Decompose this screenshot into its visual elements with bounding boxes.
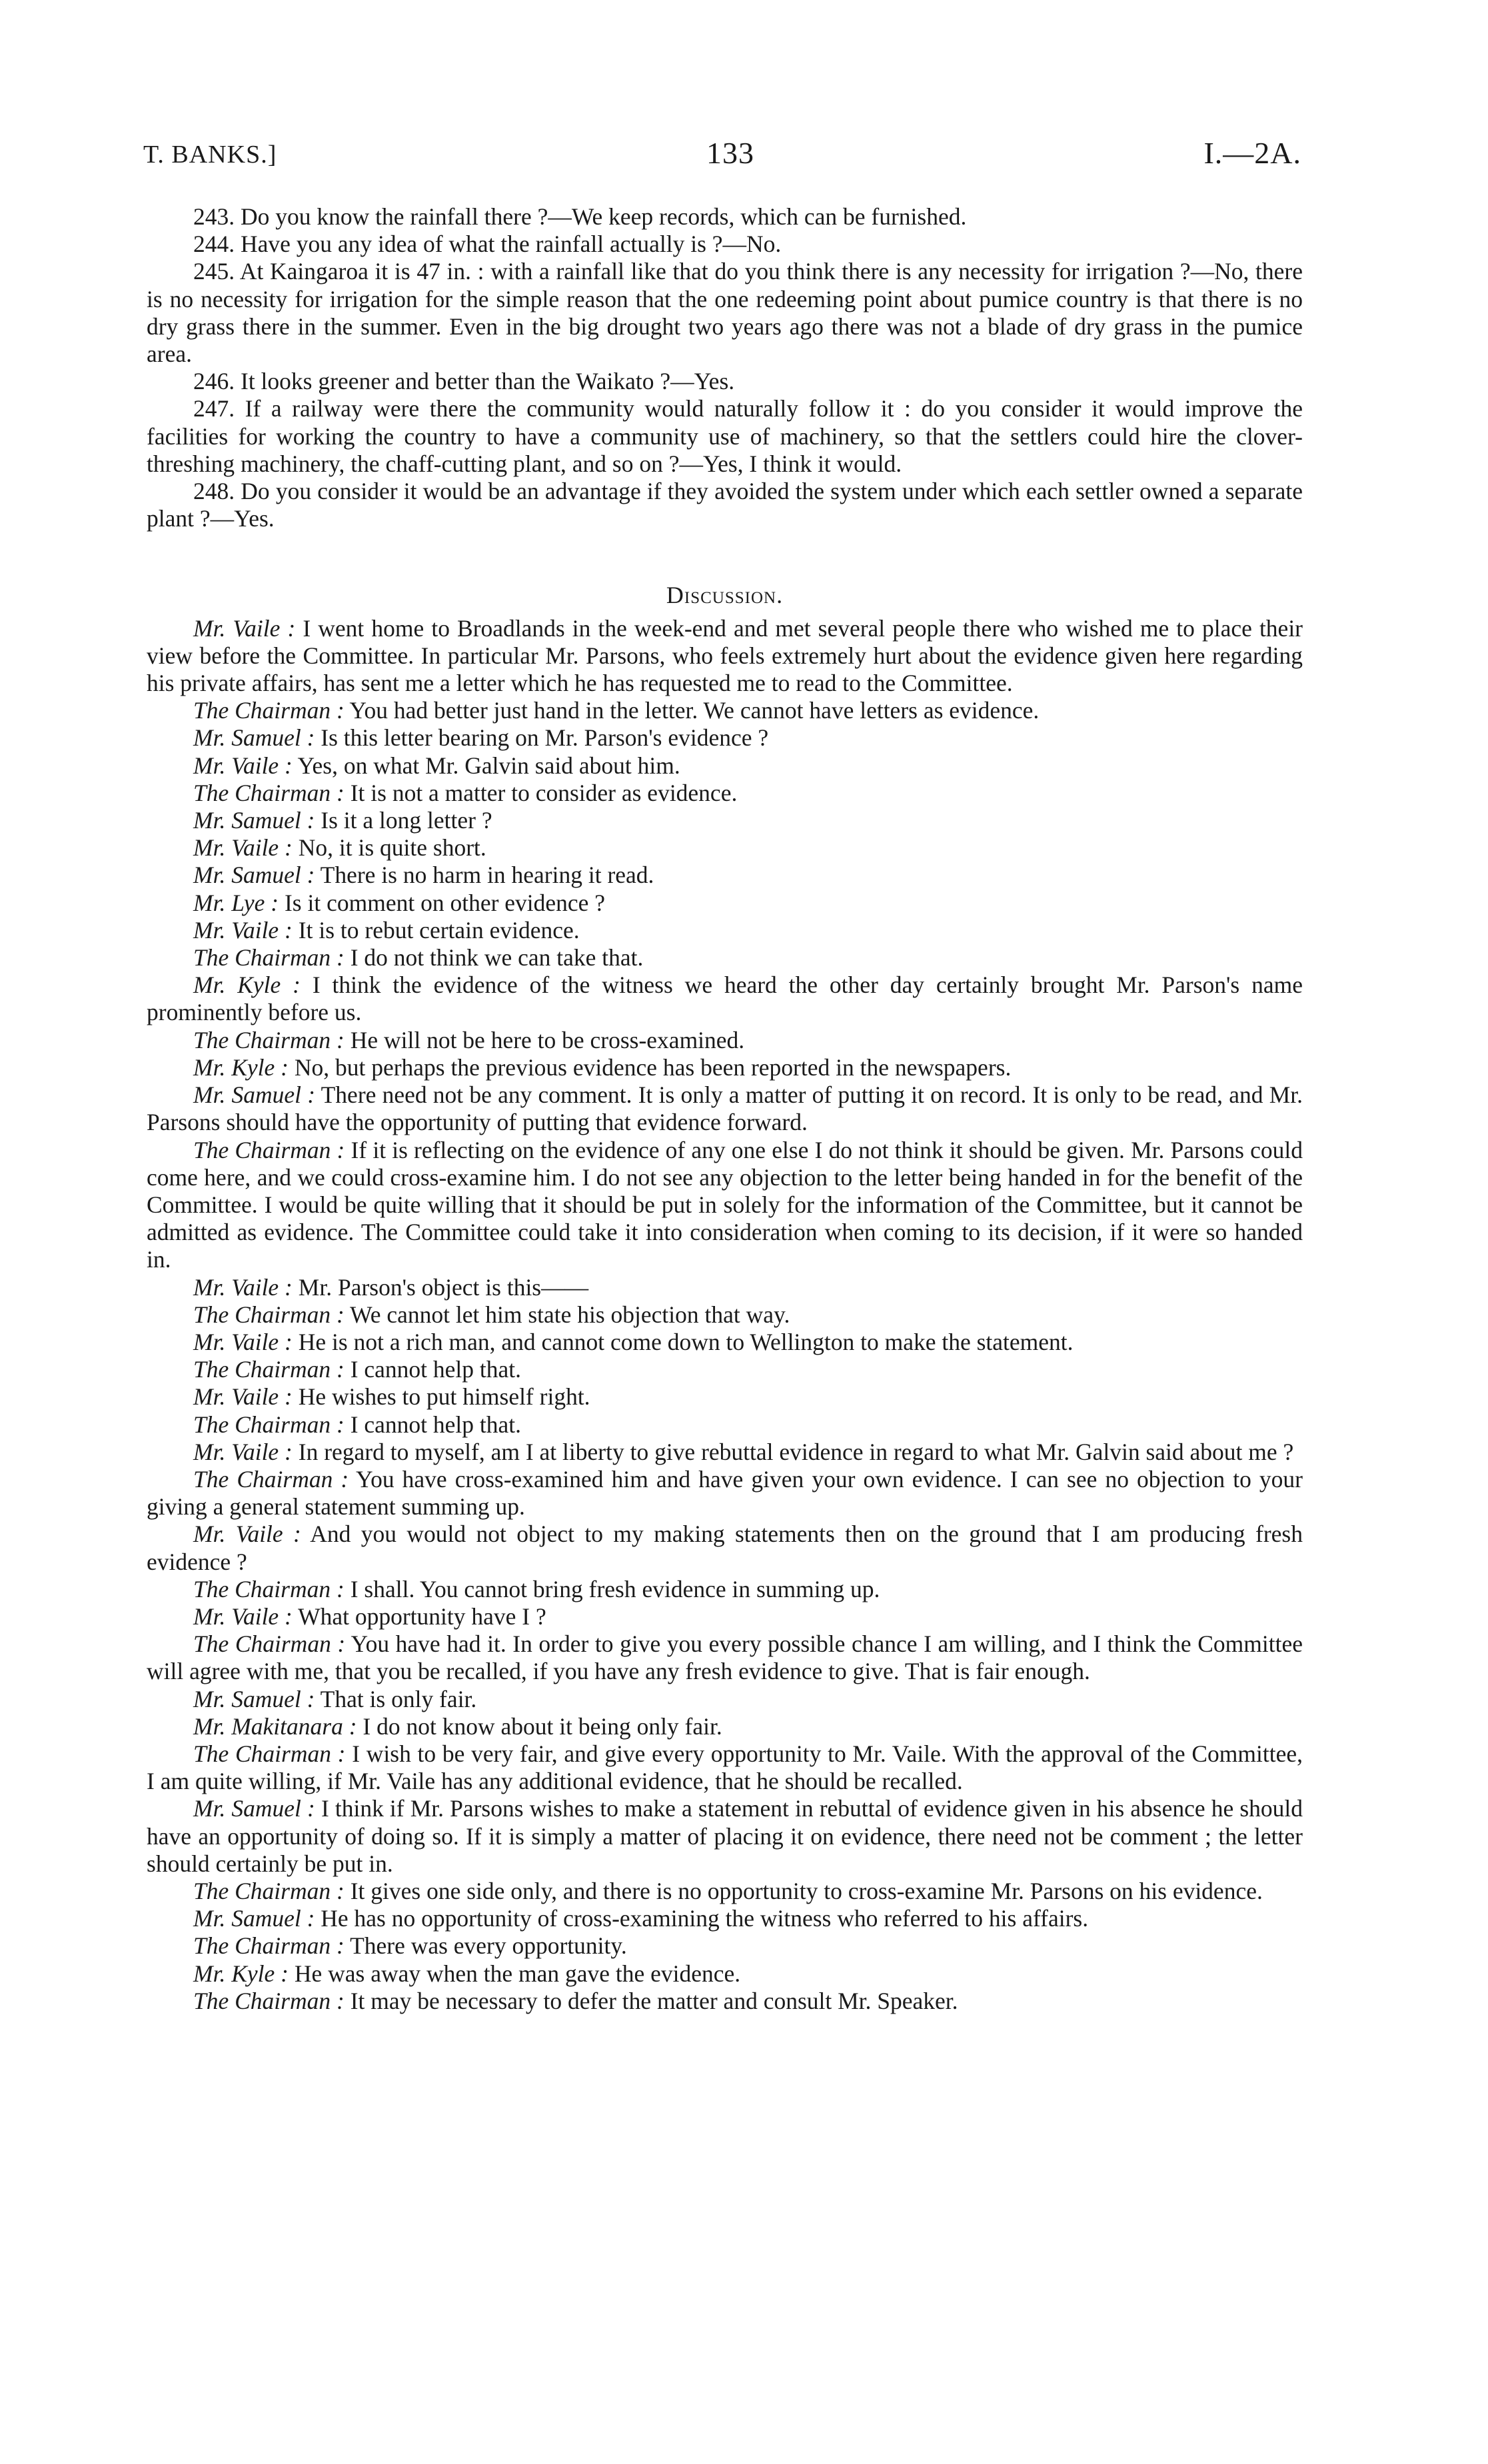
speech-text: And you would not object to my making statements then on the ground that I am producing fresh evidence ?	[147, 1521, 1303, 1575]
speech-text: I think if Mr. Parsons wishes to make a statement in rebuttal of evidence given in his absence he should have an opportunity of doing so. If it is simply a matter of placing it on evidence, there need not be comment ; the letter should certainly be put in.	[147, 1795, 1303, 1877]
speaker-name: The Chairman :	[193, 1740, 346, 1767]
speaker-name: Mr. Vaile :	[193, 834, 293, 862]
question-paragraph: 248. Do you consider it would be an advantage if they avoided the system under which each settler owned a separate plant ?—Yes.	[147, 478, 1303, 532]
speech-text: He is not a rich man, and cannot come down to Wellington to make the statement.	[298, 1328, 1074, 1355]
speech-text: I think the evidence of the witness we heard the other day certainly brought Mr. Parson's name prominently before us.	[147, 971, 1303, 1026]
running-header-witness: T. BANKS.]	[143, 141, 277, 169]
speech-text: What opportunity have I ?	[298, 1602, 546, 1630]
discussion-line	[147, 752, 1303, 780]
discussion-line	[147, 1795, 1303, 1878]
speaker-name: The Chairman :	[193, 1932, 345, 1960]
question-paragraph: 247. If a railway were there the community would naturally follow it : do you consider it would improve the facilities for working the country to have a community use of machinery, so that the settlers could hire the clover-threshing machinery, the chaff-cutting plant, and so on ?—Yes, I think it would.	[147, 395, 1303, 477]
speaker-name: The Chairman :	[193, 1465, 349, 1493]
speech-text: I cannot help that.	[350, 1411, 522, 1438]
discussion-line	[147, 807, 1303, 834]
speaker-name: Mr. Vaile :	[193, 1438, 293, 1465]
speaker-name: Mr. Vaile :	[193, 1602, 293, 1630]
discussion-line	[147, 971, 1303, 1026]
speech-text: Is it a long letter ?	[321, 807, 492, 834]
discussion-line	[147, 1521, 1303, 1575]
discussion-line	[147, 1932, 1303, 1960]
speech-text: There is no harm in hearing it read.	[320, 862, 654, 889]
discussion-line	[147, 834, 1303, 862]
discussion-line	[147, 1081, 1303, 1136]
speech-text: Yes, on what Mr. Galvin said about him.	[297, 752, 680, 779]
discussion-line	[147, 1960, 1303, 1988]
discussion-line	[147, 1054, 1303, 1081]
speaker-name: Mr. Samuel :	[193, 1905, 315, 1932]
discussion-line	[147, 1439, 1303, 1466]
discussion-line	[147, 1686, 1303, 1713]
speech-text: It gives one side only, and there is no opportunity to cross-examine Mr. Parsons on his evidence.	[350, 1877, 1263, 1904]
speaker-name: The Chairman :	[193, 1987, 345, 2014]
section-heading-discussion: Discussion.	[666, 582, 784, 609]
speaker-name: The Chairman :	[193, 1026, 345, 1053]
discussion-line	[147, 1988, 1303, 2015]
speaker-name: Mr. Vaile :	[193, 1328, 293, 1355]
speaker-name: Mr. Samuel :	[193, 862, 315, 889]
speaker-name: The Chairman :	[193, 1411, 345, 1438]
discussion-line	[147, 724, 1303, 752]
speech-text: He has no opportunity of cross-examining the witness who referred to his affairs.	[321, 1905, 1089, 1932]
speaker-name: Mr. Samuel :	[193, 1795, 315, 1822]
speech-text: If it is reflecting on the evidence of any one else I do not think it should be given. Mr. Parsons could come here, and we could cross-examine him. I do not see any objection to the letter being handed in for the benefit of the Committee. I would be quite willing that it should be put in solely for the information of the Committee, but it cannot be admitted as evidence. The Committee could take it into consideration when coming to its decision, if it were so handed in.	[147, 1136, 1303, 1273]
speaker-name: Mr. Samuel :	[193, 1685, 315, 1712]
speech-text: There need not be any comment. It is only a matter of putting it on record. It is only to be read, and Mr. Parsons should have the opportunity of putting that evidence forward.	[147, 1081, 1303, 1136]
speaker-name: The Chairman :	[193, 1877, 345, 1904]
discussion-line	[147, 1027, 1303, 1054]
discussion-line	[147, 1383, 1303, 1411]
speech-text: It is to rebut certain evidence.	[298, 916, 580, 943]
speech-text: I wish to be very fair, and give every opportunity to Mr. Vaile. With the approval of the Committee, I am quite willing, if Mr. Vaile has any additional evidence, that he should be recalled.	[147, 1740, 1303, 1795]
speaker-name: Mr. Samuel :	[193, 724, 315, 752]
speaker-name: Mr. Vaile :	[193, 1383, 293, 1411]
speaker-name: Mr. Samuel :	[193, 1081, 316, 1109]
speaker-name: The Chairman :	[193, 1301, 345, 1328]
speech-text: Is it comment on other evidence ?	[284, 889, 606, 916]
discussion-line	[147, 697, 1303, 724]
discussion-transcript	[147, 615, 1303, 2015]
discussion-line	[147, 1301, 1303, 1329]
speech-text: There was every opportunity.	[350, 1932, 627, 1960]
speech-text: It is not a matter to consider as evidence.	[350, 779, 738, 806]
speaker-name: Mr. Kyle :	[193, 971, 301, 999]
discussion-line	[147, 1466, 1303, 1521]
speaker-name: The Chairman :	[193, 1575, 345, 1602]
speaker-name: The Chairman :	[193, 779, 345, 806]
discussion-line	[147, 890, 1303, 917]
discussion-line	[147, 1137, 1303, 1274]
question-paragraph: 245. At Kaingaroa it is 47 in. : with a rainfall like that do you think there is any necessity for irrigation ?—No, there is no necessity for irrigation for the simple reason that the one redeeming point about pumice country is that there is no dry grass there in the summer. Even in the big drought two years ago there was not a blade of dry grass in the pumice area.	[147, 258, 1303, 368]
speech-text: I cannot help that.	[350, 1356, 522, 1383]
speech-text: He wishes to put himself right.	[298, 1383, 590, 1411]
speaker-name: The Chairman :	[193, 1136, 345, 1163]
document-reference: I.—2A.	[1203, 136, 1301, 170]
speaker-name: Mr. Vaile :	[193, 1273, 293, 1301]
discussion-line	[147, 1905, 1303, 1932]
discussion-line	[147, 862, 1303, 889]
discussion-line	[147, 1576, 1303, 1603]
question-list	[147, 203, 1303, 532]
speech-text: In regard to myself, am I at liberty to give rebuttal evidence in regard to what Mr. Galvin said about me ?	[298, 1438, 1294, 1465]
speech-text: You have cross-examined him and have given your own evidence. I can see no objection to your giving a general statement summing up.	[147, 1465, 1303, 1521]
speaker-name: Mr. Samuel :	[193, 807, 315, 834]
speech-text: I shall. You cannot bring fresh evidence in summing up.	[350, 1575, 880, 1602]
page-body	[147, 203, 1303, 2015]
page-number: 133	[706, 136, 754, 170]
discussion-line	[147, 1878, 1303, 1905]
speech-text: I went home to Broadlands in the week-end and met several people there who wished me to place their view before the Committee. In particular Mr. Parsons, who feels extremely hurt about the evidence given here regarding his private affairs, has sent me a letter which he has requested me to read to the Committee.	[147, 614, 1303, 697]
speech-text: He will not be here to be cross-examined.	[350, 1026, 745, 1053]
discussion-line	[147, 944, 1303, 971]
speaker-name: The Chairman :	[193, 1356, 345, 1383]
discussion-line	[147, 1713, 1303, 1740]
question-paragraph: 246. It looks greener and better than the Waikato ?—Yes.	[193, 368, 735, 395]
speaker-name: The Chairman :	[193, 944, 345, 971]
discussion-line	[147, 1411, 1303, 1439]
discussion-line	[147, 1274, 1303, 1301]
speech-text: That is only fair.	[320, 1685, 477, 1712]
speech-text: Is this letter bearing on Mr. Parson's evidence ?	[321, 724, 769, 752]
speaker-name: Mr. Vaile :	[193, 614, 296, 642]
speech-text: He was away when the man gave the evidence.	[294, 1960, 741, 1987]
speaker-name: Mr. Vaile :	[193, 916, 293, 943]
speech-text: It may be necessary to defer the matter and consult Mr. Speaker.	[350, 1987, 958, 2014]
speech-text: You have had it. In order to give you every possible chance I am willing, and I think the Committee will agree with me, that you be recalled, if you have any fresh evidence to give. That is fair enough.	[147, 1630, 1303, 1685]
speaker-name: Mr. Kyle :	[193, 1053, 289, 1081]
discussion-line	[147, 1356, 1303, 1383]
discussion-line	[147, 1329, 1303, 1356]
discussion-line	[147, 780, 1303, 807]
speaker-name: The Chairman :	[193, 1630, 346, 1658]
discussion-line	[147, 615, 1303, 698]
speaker-name: Mr. Lye :	[193, 889, 279, 916]
discussion-line	[147, 1740, 1303, 1795]
discussion-line	[147, 1603, 1303, 1630]
speech-text: No, but perhaps the previous evidence has been reported in the newspapers.	[294, 1053, 1012, 1081]
speaker-name: Mr. Makitanara :	[193, 1712, 357, 1740]
speech-text: You had better just hand in the letter. We cannot have letters as evidence.	[349, 697, 1040, 724]
speech-text: I do not know about it being only fair.	[363, 1712, 722, 1740]
speech-text: No, it is quite short.	[298, 834, 486, 862]
speech-text: We cannot let him state his objection that way.	[350, 1301, 790, 1328]
speaker-name: The Chairman :	[193, 697, 345, 724]
question-paragraph: 243. Do you know the rainfall there ?—We keep records, which can be furnished.	[193, 203, 967, 230]
discussion-line	[147, 917, 1303, 944]
speech-text: Mr. Parson's object is this——	[298, 1273, 589, 1301]
speech-text: I do not think we can take that.	[350, 944, 644, 971]
speaker-name: Mr. Vaile :	[193, 1521, 301, 1548]
discussion-line	[147, 1630, 1303, 1685]
speaker-name: Mr. Vaile :	[193, 752, 293, 779]
question-paragraph: 244. Have you any idea of what the rainfall actually is ?—No.	[193, 231, 782, 258]
speaker-name: Mr. Kyle :	[193, 1960, 289, 1987]
